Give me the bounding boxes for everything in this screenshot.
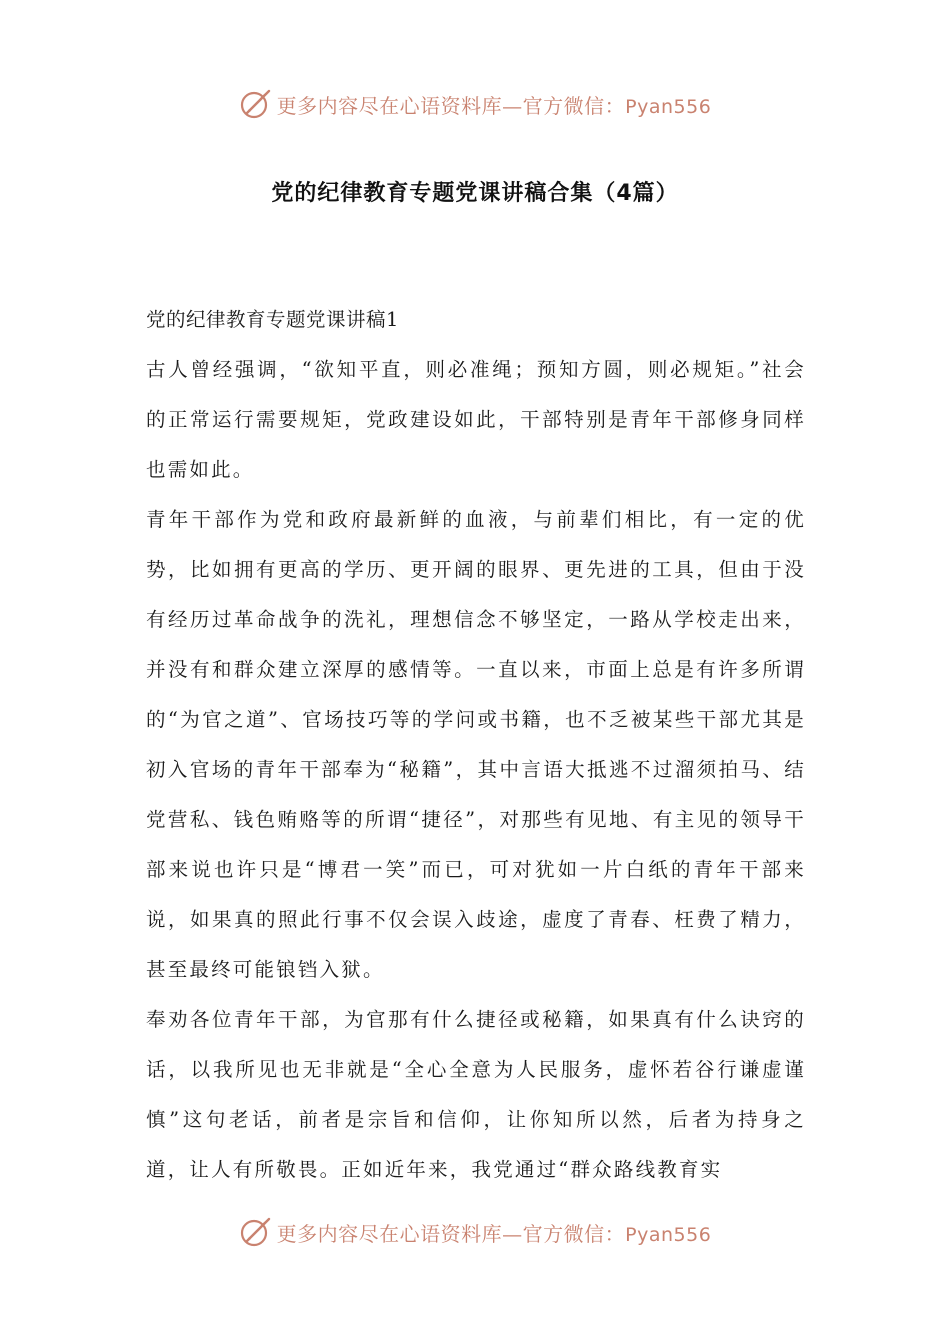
section-heading: 党的纪律教育专题党课讲稿1: [146, 308, 399, 331]
quill-pen-logo-icon: [239, 1215, 273, 1249]
footer-watermark-wechat-label: 官方微信：: [522, 1221, 626, 1246]
footer-watermark-wechat-id: Pyan556: [625, 1223, 712, 1246]
quill-pen-logo-icon: [239, 87, 273, 121]
paragraph-2: 青年干部作为党和政府最新鲜的血液，与前辈们相比，有一定的优势，比如拥有更高的学历、更开阔的眼界、更先进的工具，但由于没有经历过革命战争的洗礼，理想信念不够坚定，一路从学校走出来，并没有和群众建立深厚的感情等。一直以来，市面上总是有许多所谓的“为官之道”、官场技巧等的学问或书籍，也不乏被某些干部尤其是初入官场的青年干部奉为“秘籍”，其中言语大抵逃不过溜须拍马、结党营私、钱色贿赂等的所谓“捷径”，对那些有见地、有主见的领导干部来说也许只是“博君一笑”而已，可对犹如一片白纸的青年干部来说，如果真的照此行事不仅会误入歧途，虚度了青春、枉费了精力，甚至最终可能锒铛入狱。: [146, 508, 806, 981]
footer-watermark-slogan: 更多内容尽在心语资料库—: [276, 1221, 523, 1246]
footer-watermark-text: [277, 1218, 712, 1247]
header-watermark-text: [277, 90, 712, 119]
header-watermark-slogan: 更多内容尽在心语资料库—: [276, 93, 523, 118]
header-watermark-wechat-label: 官方微信：: [522, 93, 626, 118]
document-body: [146, 295, 806, 1195]
paragraph-1: 古人曾经强调，“欲知平直，则必准绳；预知方圆，则必规矩。”社会的正常运行需要规矩，党政建设如此，干部特别是青年干部修身同样也需如此。: [146, 358, 806, 481]
header-watermark-banner: [0, 84, 950, 124]
paragraph-3: 奉劝各位青年干部，为官那有什么捷径或秘籍，如果真有什么诀窍的话，以我所见也无非就是“全心全意为人民服务，虚怀若谷行谦虚谨慎”这句老话，前者是宗旨和信仰，让你知所以然，后者为持身之道，让人有所敬畏。正如近年来，我党通过“群众路线教育实: [146, 1008, 806, 1181]
footer-watermark-banner: [0, 1212, 950, 1252]
header-watermark-wechat-id: Pyan556: [625, 95, 712, 118]
document-title: 党的纪律教育专题党课讲稿合集（4篇）: [271, 181, 679, 206]
